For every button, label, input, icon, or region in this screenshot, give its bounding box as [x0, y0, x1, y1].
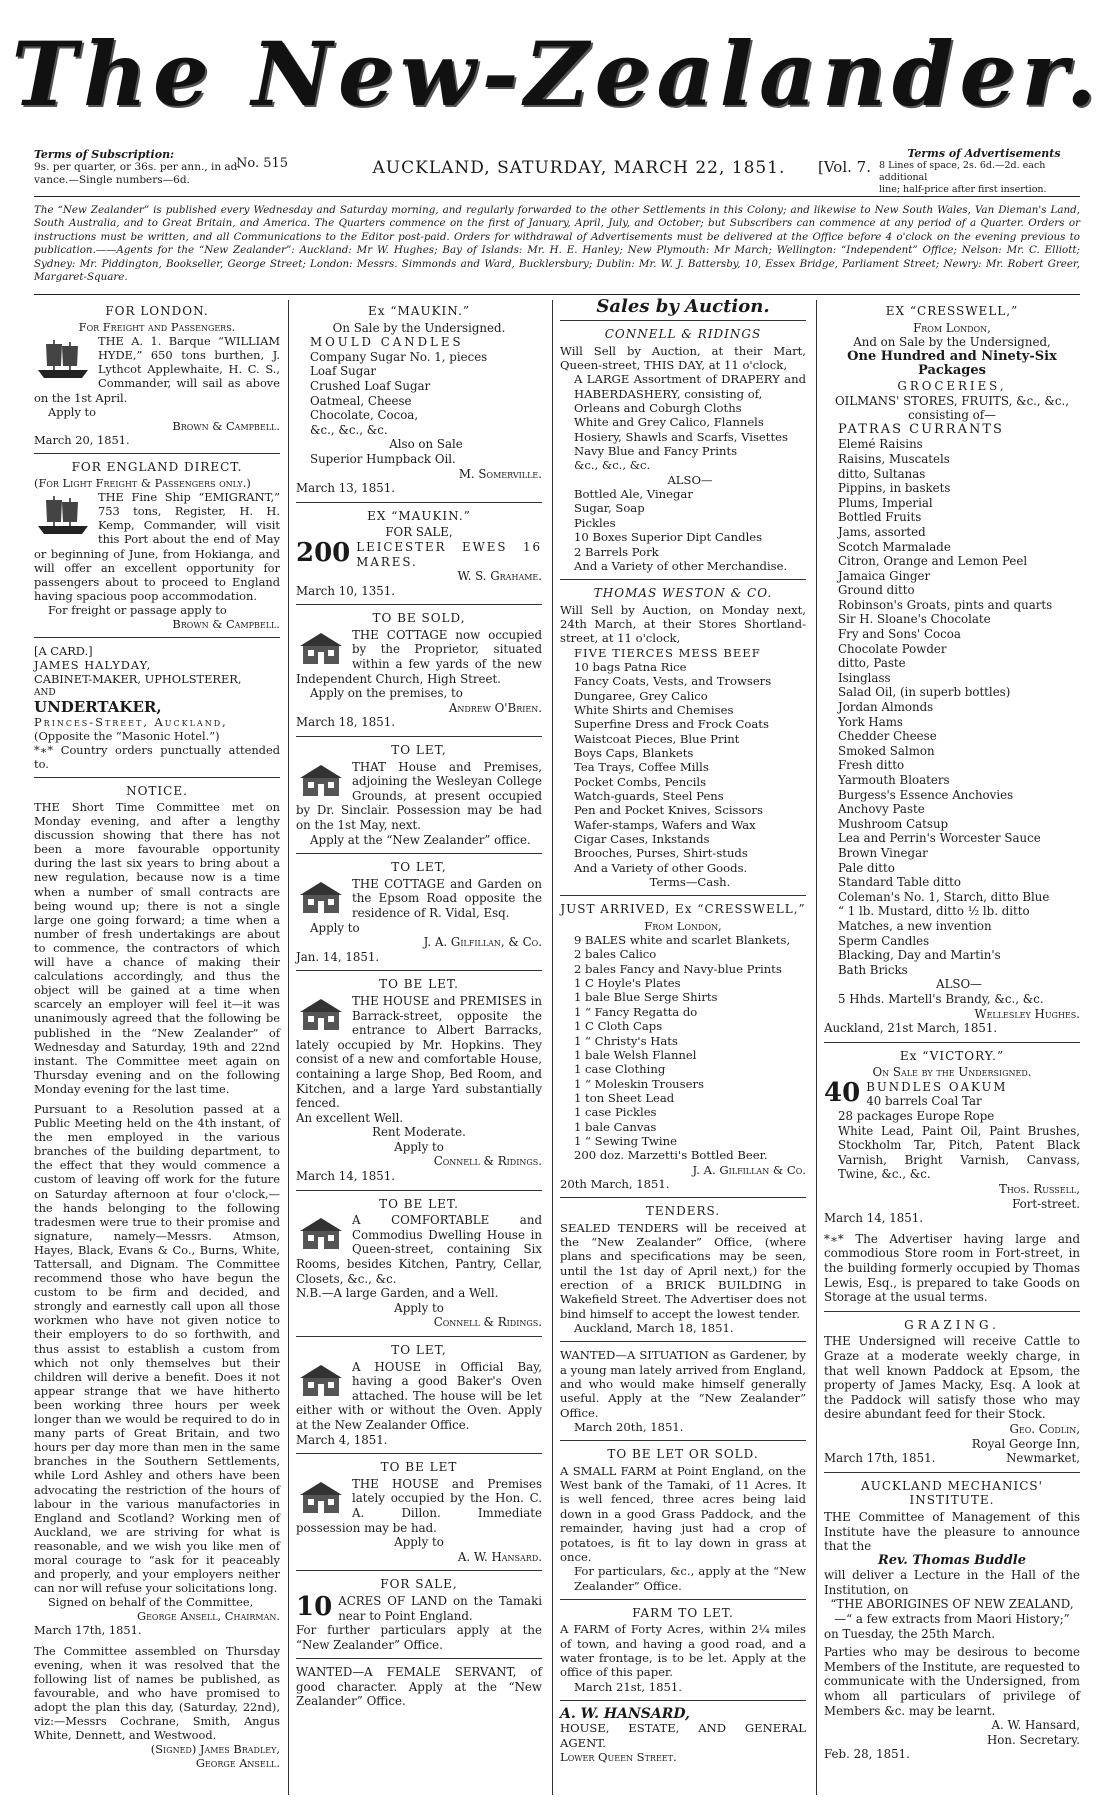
ad-to-be-let-dillon: TO BE LET THE HOUSE and Premises lately occupied by the Hon. C. A. Dillon. Immediate possession may be had. Apply to A. W. Hansard. — [296, 1460, 542, 1564]
ad-tenders: TENDERS. SEALED TENDERS will be received at the “New Zealander” Office, (where plans and specifications may be seen, until the 1st day of April next,) for the erection of a BRICK BUILDING in Wakefield Street. The Advertiser does not bind himself to accept the lowest tender. Auckland, March 18, 1851. — [560, 1204, 806, 1336]
ad-grazing: GRAZING. THE Undersigned will receive Cattle to Graze at a moderate weekly charge, in that well known Paddock at Epsom, the property of James Macky, Esq. A look at the Paddock will satisfy those who may desire abundant feed for their Stock. Geo. Codlin, Royal George Inn, March 17th, 1851. Newmarket, — [824, 1317, 1080, 1466]
maukin-goods-list: MOULD CANDLES Company Sugar No. 1, pieces Loaf Sugar Crushed Loaf Sugar Oatmeal, Cheese Chocolate, Cocoa, &c., &c., &c. Also on Sale Superior Humpback Oil. — [310, 335, 488, 466]
ad-card-halyday: [A CARD.] JAMES HALYDAY, CABINET-MAKER, UPHOLSTERER, AND UNDERTAKER, Princes-Street, Auckland, (Opposite the “Masonic Hotel.”) *∗* Country orders punctually attended to. — [34, 644, 280, 771]
advertising-terms: Terms of Advertisements 8 Lines of space, 2s. 6d.—2d. each additional line; half-price after first insertion. — [879, 147, 1061, 195]
ad-thomas-weston-auction: THOMAS WESTON & CO. Will Sell by Auction, on Monday next, 24th March, at their Stores Shortland-street, at 11 o'clock, FIVE TIERCES MESS BEEF 10 bags Patna Rice Fancy Coats, Vests, and Trowsers Dungaree, Grey Calico White Shirts and Chemises Superfine Dress and Frock Coats Waistcoat Pieces, Blue Print Boys Caps, Blankets Tea Trays, Coffee Mills Pocket Combs, Pencils Watch-guards, Steel Pens Pen and Pocket Knives, Scissors Wafer-stamps, Wafers and Wax Cigar Cases, Inkstands Brooches, Purses, Shirt-studs And a Variety of other Goods. Terms—Cash. — [560, 586, 806, 890]
column-divider — [816, 300, 817, 1795]
weston-goods-list: FIVE TIERCES MESS BEEF 10 bags Patna Rice Fancy Coats, Vests, and Trowsers Dungaree, Grey Calico White Shirts and Chemises Superfine Dress and Frock Coats Waistcoat Pieces, Blue Print Boys Caps, Blankets Tea Trays, Coffee Mills Pocket Combs, Pencils Watch-guards, Steel Pens Pen and Pocket Knives, Scissors Wafer-stamps, Wafers and Wax Cigar Cases, Inkstands Brooches, Purses, Shirt-studs And a Variety of other Goods. Terms—Cash. — [574, 645, 772, 890]
ad-wanted-servant: WANTED—A FEMALE SERVANT, of good character. Apply at the “New Zealander” Office. — [296, 1665, 542, 1709]
victory-goods-list: BUNDLES OAKUM 40 barrels Coal Tar 28 packages Europe Rope White Lead, Paint Oil, Paint Brushes, Stockholm Tar, Pitch, Patent Black Varnish, Bright Varnish, Canvass, Twine, &c., &c. — [838, 1079, 1080, 1182]
ship-icon — [34, 492, 92, 536]
ad-ex-cresswell-groceries: EX “CRESSWELL,” From London, And on Sale by the Undersigned, One Hundred and Ninety-Six Packages GROCERIES, OILMANS' STORES, FRUITS, &c., &c., consisting of— PATRAS CURRANTS Elemé Raisins Raisins, Muscatels ditto, Sultanas Pippins, in baskets Plums, Imperial Bottled Fruits Jams, assorted Scotch Marmalade Citron, Orange and Lemon Peel Jamaica Ginger Ground ditto Robinson's Groats, pints and quarts Sir H. Sloane's Chocolate Fry and Sons' Cocoa Chocolate Powder ditto, Paste Isinglass Salad Oil, (in superb bottles) Jordan Almonds York Hams Chedder Cheese Smoked Salmon Fresh ditto Yarmouth Bloaters Burgess's Essence Anchovies Anchovy Paste Mushroom Catsup Lea and Perrin's Worcester Sauce Brown Vinegar Pale ditto Standard Table ditto Coleman's No. 1, Starch, ditto Blue “ 1 lb. Mustard, ditto ½ lb. ditto Matches, a new invention Sperm Candles Blacking, Day and Martin's Bath Bricks ALSO— 5 Hhds. Martell's Brandy, &c., &c. Wellesley Hughes. Auckland, 21st March, 1851. — [824, 304, 1080, 1036]
rule-columns — [34, 294, 1080, 295]
rule-top — [34, 196, 1080, 197]
ad-england-direct: FOR ENGLAND DIRECT. (For Light Freight & Passengers only.) THE Fine Ship “EMIGRANT,” 753 tons, Register, H. H. Kemp, Commander, will visit this Port about the end of May or beginning of June, from Hokianga, and will offer an excellent opportunity for passengers about to proceed to England having spacious poop accommodation. For freight or passage apply to Brown & Campbell. — [34, 459, 280, 631]
column-divider — [288, 300, 289, 1795]
house-icon — [296, 1479, 346, 1515]
masthead-title: The New-Zealander. — [11, 22, 1103, 126]
ship-icon — [34, 336, 92, 380]
ad-to-be-sold-cottage: TO BE SOLD, THE COTTAGE now occupied by the Proprietor, situated within a few yards of the new Independent Church, High Street. Apply on the premises, to Andrew O'Brien. March 18, 1851. — [296, 611, 542, 730]
ad-notice-short-time: NOTICE. THE Short Time Committee met on Monday evening, and after a lengthy discussion showing that there has not been a more favourable opportunity during the last six years to bring about a new regulation, because now is a time when a number of small contracts are being wound up; there is not a single large one going forward; a time when a number of fresh undertakings are about to commence, the contractors of which will have a chance of making their calculations accordingly, and thus the object will be gained at a time when scarcely an employer will feel it—it was unanimously agreed that the following be published in the “New Zealander” of Wednesday and Saturday, 19th and 22nd instant. The Committee meet again on Thursday evening and on the following Monday evening for the last time. Pursuant to a Resolution passed at a Public Meeting held on the 4th instant, of the men employed in the various branches of the building department, to the effect that they would commence a custom of leaving off work for the future on Saturday afternoon at four o'clock,—the hands belonging to the following tradesmen were true to their promise and signature, namely—Messrs. Atmson, Hayes, Black, Evans & Co., Burns, White, Tattersall, and Dignam. The Committee recommend those who have begun the custom to be firm and decided, and strongly and earnestly call upon all those workmen who have not given notice to their employers to do so forthwith, and thus assist to establish a custom from which not only themselves but their children will derive a benefit. Does it not appear strange that we have hitherto been working three hours per week longer than we would be required to do in many parts of Great Britain, and two hours per day more than men in the same branches in the Southern Settlements, while Lord Ashley and others have been advocating the restriction of the hours of labour in the various manufactories in England and Scotland? Working men of Auckland, we are striving for what is reasonable, and we wish you like men of moral courage to “ask for it peaceably and properly, and your employers neither can nor will refuse your solicitations long. Signed on behalf of the Committee, George Ansell, Chairman. March 17th, 1851. The Committee assembled on Thursday evening, when it was resolved that the following list of names be published, as favourable, and who have promised to adopt the plan this day, (Saturday, 22nd), viz:—Messrs Cochrane, Smith, Angus White, Dennett, and Westwood. (Signed) James Bradley, George Ansell. — [34, 783, 280, 1771]
house-icon — [296, 1215, 346, 1251]
house-icon — [296, 762, 346, 798]
section-heading-auction: Sales by Auction. — [596, 296, 770, 317]
ad-wanted-situation: WANTED—A SITUATION as Gardener, by a young man lately arrived from England, and who would make himself generally useful. Apply at the “New Zealander” Office. March 20th, 1851. — [560, 1348, 806, 1435]
ad-ex-maukin-ewes: EX “MAUKIN.” FOR SALE, 200 LEICESTER EWES 16 MARES. W. S. Grahame. March 10, 1351. — [296, 508, 542, 598]
ad-to-let-epsom: TO LET, THE COTTAGE and Garden on the Epsom Road opposite the residence of R. Vidal, Esq. Apply to J. A. Gilfillan, & Co. Jan. 14, 1851. — [296, 860, 542, 964]
ad-to-be-let-queen-street: TO BE LET. A COMFORTABLE and Commodius Dwelling House in Queen-street, containing Six Rooms, besides Kitchen, Pantry, Cellar, Closets, &c., &c. N.B.—A large Garden, and a Well. Apply to Connell & Ridings. — [296, 1196, 542, 1330]
ad-to-let-wesleyan: TO LET, THAT House and Premises, adjoining the Wesleyan College Grounds, at present occupied by Dr. Sinclair. Possession may be had on the 1st May, next. Apply at the “New Zealander” office. — [296, 743, 542, 847]
house-icon — [296, 996, 346, 1032]
ad-storage-notice: *∗* The Advertiser having large and commodious Store room in Fort-street, in the building formerly occupied by Thomas Lewis, Esq., is prepared to take Goods on Storage at the usual terms. — [824, 1231, 1080, 1305]
house-icon — [296, 1362, 346, 1398]
cresswell-groceries-list: PATRAS CURRANTS Elemé Raisins Raisins, Muscatels ditto, Sultanas Pippins, in baskets Plums, Imperial Bottled Fruits Jams, assorted Scotch Marmalade Citron, Orange and Lemon Peel Jamaica Ginger Ground ditto Robinson's Groats, pints and quarts Sir H. Sloane's Chocolate Fry and Sons' Cocoa Chocolate Powder ditto, Paste Isinglass Salad Oil, (in superb bottles) Jordan Almonds York Hams Chedder Cheese Smoked Salmon Fresh ditto Yarmouth Bloaters Burgess's Essence Anchovies Anchovy Paste Mushroom Catsup Lea and Perrin's Worcester Sauce Brown Vinegar Pale ditto Standard Table ditto Coleman's No. 1, Starch, ditto Blue “ 1 lb. Mustard, ditto ½ lb. ditto Matches, a new invention Sperm Candles Blacking, Day and Martin's Bath Bricks ALSO— 5 Hhds. Martell's Brandy, &c., &c. — [838, 421, 1053, 1006]
subscription-terms: Terms of Subscription: 9s. per quarter, or 36s. per ann., in ad- vance.—Single numbers—6d. — [34, 148, 241, 186]
ad-hansard-agent: A. W. HANSARD, HOUSE, ESTATE, AND GENERAL AGENT. Lower Queen Street. — [560, 1705, 806, 1764]
column-1 — [34, 300, 280, 1776]
masthead — [0, 22, 1114, 126]
column-divider — [552, 300, 553, 1795]
issue-info-bar — [34, 147, 1080, 195]
issue-number: No. 515 — [236, 156, 289, 171]
house-icon — [296, 630, 346, 666]
column-2 — [296, 300, 542, 1715]
column-4 — [824, 300, 1080, 1768]
ad-ex-victory: Ex “VICTORY.” On Sale by the Undersigned. 40 BUNDLES OAKUM 40 barrels Coal Tar 28 packages Europe Rope White Lead, Paint Oil, Paint Brushes, Stockholm Tar, Pitch, Patent Black Varnish, Bright Varnish, Canvass, Twine, &c., &c. Thos. Russell, Fort-street. March 14, 1851. — [824, 1048, 1080, 1226]
ad-just-arrived-cresswell: JUST ARRIVED, Ex “CRESSWELL,” From London, 9 BALES white and scarlet Blankets, 2 bales Calico 2 bales Fancy and Navy-blue Prints 1 C Hoyle's Plates 1 bale Blue Serge Shirts 1 “ Fancy Regatta do 1 C Cloth Caps 1 “ Christy's Hats 1 bale Welsh Flannel 1 case Clothing 1 “ Moleskin Trousers 1 ton Sheet Lead 1 case Pickles 1 bale Canvas 1 “ Sewing Twine 200 doz. Marzetti's Bottled Beer. J. A. Gilfillan & Co. 20th March, 1851. — [560, 902, 806, 1191]
connell-goods-list: A LARGE Assortment of DRAPERY and HABERDASHERY, consisting of, Orleans and Coburgh Cloths White and Grey Calico, Flannels Hosiery, Shawls and Scarfs, Visettes Navy Blue and Fancy Prints &c., &c., &c. ALSO— Bottled Ale, Vinegar Sugar, Soap Pickles 10 Boxes Superior Dipt Candles 2 Barrels Pork And a Variety of other Merchandise. — [574, 372, 806, 573]
cresswell-arrivals-list: 9 BALES white and scarlet Blankets, 2 bales Calico 2 bales Fancy and Navy-blue Prints 1 C Hoyle's Plates 1 bale Blue Serge Shirts 1 “ Fancy Regatta do 1 C Cloth Caps 1 “ Christy's Hats 1 bale Welsh Flannel 1 case Clothing 1 “ Moleskin Trousers 1 ton Sheet Lead 1 case Pickles 1 bale Canvas 1 “ Sewing Twine 200 doz. Marzetti's Bottled Beer. — [574, 933, 791, 1163]
dateline: AUCKLAND, SATURDAY, MARCH 22, 1851. — [372, 158, 786, 178]
ad-small-farm: TO BE LET OR SOLD. A SMALL FARM at Point England, on the West bank of the Tamaki, of 11 Acres. It is well fenced, three acres being laid down in a good Grass Paddock, and the remainder, having just had a crop of potatoes, is fit to lay down in grass at once. For particulars, &c., apply at the “New Zealander” Office. — [560, 1447, 806, 1593]
ad-to-let-official-bay: TO LET, A HOUSE in Official Bay, having a good Baker's Oven attached. The house will be let either with or without the Oven. Apply at the New Zealander Office. March 4, 1851. — [296, 1343, 542, 1447]
publication-preamble: The “New Zealander” is published every Wednesday and Saturday morning, and regularly forwarded to the other Settlements in this Colony; and likewise to New South Wales, Van Dieman's Land, South Australia, and to Great Britain, and America. The Quarters commence on the first of January, April, July, and October; but Subscribers can commence at any period of a Quarter. Orders or instructions must be written, and all Communications to the Editor post-paid. Orders for withdrawal of Advertisements must be delivered at the Office before 4 o'clock on the evening previous to publication.——Agents for the “New Zealander”: Auckland: Mr W. Hughes; Bay of Islands: Mr. H. E. Hanley; New Plymouth: Mr March; Wellington: “Independent” Office; Nelson: Mr. C. Elliott; Sydney: Mr. Piddington, Bookseller, George Street; London: Messrs. Simmonds and Ward, Bucklersbury; Dublin: Mr. W. J. Battersby, 10, Essex Bridge, Parliament Street; Newry: Mr. Robert Greer, Margaret-Square. — [34, 204, 1080, 284]
ad-connell-ridings-auction: CONNELL & RIDINGS Will Sell by Auction, at their Mart, Queen-street, THIS DAY, at 11 o'clock, A LARGE Assortment of DRAPERY and HABERDASHERY, consisting of, Orleans and Coburgh Cloths White and Grey Calico, Flannels Hosiery, Shawls and Scarfs, Visettes Navy Blue and Fancy Prints &c., &c., &c. ALSO— Bottled Ale, Vinegar Sugar, Soap Pickles 10 Boxes Superior Dipt Candles 2 Barrels Pork And a Variety of other Merchandise. — [560, 327, 806, 573]
ad-mechanics-institute: AUCKLAND MECHANICS' INSTITUTE. THE Committee of Management of this Institute have the pleasure to announce that the Rev. Thomas Buddle will deliver a Lecture in the Hall of the Institution, on “THE ABORIGINES OF NEW ZEALAND,—“ a few extracts from Maori History;” on Tuesday, the 25th March. Parties who may be desirous to become Members of the Institute, are requested to communicate with the Undersigned, from whom all particulars of privilege of Members &c. may be learnt. A. W. Hansard, Hon. Secretary. Feb. 28, 1851. — [824, 1478, 1080, 1762]
volume-number: [Vol. 7. — [818, 158, 871, 176]
column-3 — [560, 296, 806, 1770]
ad-to-be-let-barrack: TO BE LET. THE HOUSE and PREMISES in Barrack-street, opposite the entrance to Albert Barracks, lately occupied by Mr. Hopkins. They consist of a new and comfortable House, containing a large Shop, Bed Room, and Kitchen, and a large Yard substantially fenced. An excellent Well. Rent Moderate. Apply to Connell & Ridings. March 14, 1851. — [296, 977, 542, 1184]
ad-for-london: FOR LONDON. For Freight and Passengers. THE A. 1. Barque “WILLIAM HYDE,” 650 tons burthen, J. Lythcot Applewhaite, H. C. S., Commander, will sail as above on the 1st April. Apply to Brown & Campbell. March 20, 1851. — [34, 304, 280, 447]
ad-ex-maukin-candles: Ex “MAUKIN.” On Sale by the Undersigned. MOULD CANDLES Company Sugar No. 1, pieces Loaf Sugar Crushed Loaf Sugar Oatmeal, Cheese Chocolate, Cocoa, &c., &c., &c. Also on Sale Superior Humpback Oil. M. Somerville. March 13, 1851. — [296, 304, 542, 496]
ad-farm-to-let: FARM TO LET. A FARM of Forty Acres, within 2¼ miles of town, and having a good road, and a water frontage, is to be let. Apply at the office of this paper. March 21st, 1851. — [560, 1605, 806, 1694]
house-icon — [296, 879, 346, 915]
ad-for-sale-land: FOR SALE, 10 ACRES OF LAND on the Tamaki near to Point England. For further particulars apply at the “New Zealander” Office. — [296, 1577, 542, 1652]
